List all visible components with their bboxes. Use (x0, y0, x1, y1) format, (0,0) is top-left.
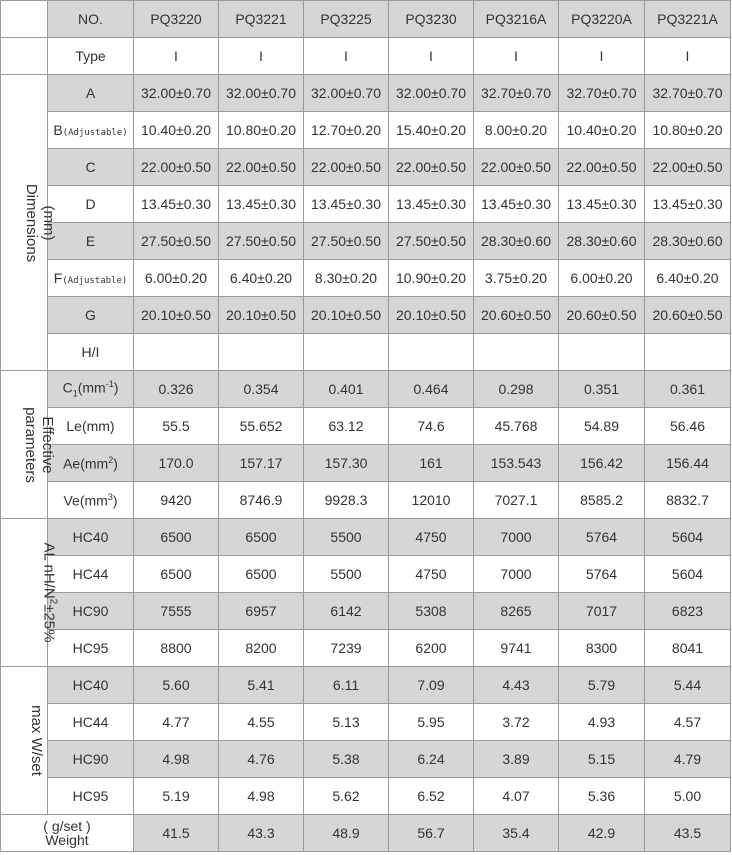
model-name: PQ3216A (474, 1, 559, 38)
effective-label: $C_1(mm^{-1})$ (48, 371, 134, 408)
maxw-value: 5.95 (389, 704, 474, 741)
effective-label: $Ve(mm^3)$ (48, 482, 134, 519)
dimension-value (389, 334, 474, 371)
dimension-value: 20.60±0.50 (559, 297, 645, 334)
effective-value: 0.361 (645, 371, 731, 408)
weight-label: ( g/set ) Weight (1, 815, 134, 852)
maxw-row-hc40 (1, 667, 731, 704)
maxw-label: HC44 (48, 704, 134, 741)
maxw-value: 4.07 (474, 778, 559, 815)
dimension-value: 32.00±0.70 (304, 75, 389, 112)
dimension-row-b (1, 112, 731, 149)
effective-value: 8746.9 (219, 482, 304, 519)
dimension-value: 28.30±0.60 (559, 223, 645, 260)
al-group-label: AL $nH/N^2\pm 25\%$ (1, 519, 48, 667)
weight-value: 35.4 (474, 815, 559, 852)
dimension-value: 32.00±0.70 (134, 75, 219, 112)
effective-row-ae (1, 445, 731, 482)
dimension-value: 20.10±0.50 (219, 297, 304, 334)
no-label: NO. (48, 1, 134, 38)
maxw-value: 3.89 (474, 741, 559, 778)
effective-value: 12010 (389, 482, 474, 519)
type-row (1, 38, 731, 75)
al-row-hc40 (1, 519, 731, 556)
weight-value: 43.5 (645, 815, 731, 852)
dimension-value: 13.45±0.30 (134, 186, 219, 223)
dimension-value: 20.60±0.50 (474, 297, 559, 334)
al-value: 9741 (474, 630, 559, 667)
dimension-value: 28.30±0.60 (474, 223, 559, 260)
type-value: I (474, 38, 559, 75)
al-value: 6500 (219, 556, 304, 593)
dimensions-group-label (1, 75, 58, 371)
al-value: 6500 (219, 519, 304, 556)
maxw-value: 3.72 (474, 704, 559, 741)
dimension-value: 32.70±0.70 (474, 75, 559, 112)
weight-value: 43.3 (219, 815, 304, 852)
dimension-label: A (48, 75, 134, 112)
dimension-value: 12.70±0.20 (304, 112, 389, 149)
dimension-row-c (1, 149, 731, 186)
dimension-value: 32.70±0.70 (559, 75, 645, 112)
maxw-value: 4.98 (219, 778, 304, 815)
model-name: PQ3225 (304, 1, 389, 38)
al-value: 7000 (474, 519, 559, 556)
header-row (1, 1, 731, 38)
effective-value: 74.6 (389, 408, 474, 445)
dimension-row-g (1, 297, 731, 334)
maxw-value: 4.93 (559, 704, 645, 741)
dimension-value (559, 334, 645, 371)
type-label: Type (48, 38, 134, 75)
al-value: 5500 (304, 519, 389, 556)
dimension-row-a (1, 75, 731, 112)
effective-value: 0.326 (134, 371, 219, 408)
maxw-value: 5.44 (645, 667, 731, 704)
maxw-value: 4.57 (645, 704, 731, 741)
maxw-row-hc95 (1, 778, 731, 815)
dimension-label: E (48, 223, 134, 260)
dimension-label: F(Adjustable) (48, 260, 134, 297)
header-corner (1, 1, 48, 38)
maxw-value: 5.62 (304, 778, 389, 815)
model-name: PQ3221A (645, 1, 731, 38)
al-label: HC95 (48, 630, 134, 667)
dimension-value: 13.45±0.30 (559, 186, 645, 223)
al-value: 7000 (474, 556, 559, 593)
al-value: 4750 (389, 519, 474, 556)
model-name: PQ3221 (219, 1, 304, 38)
al-value: 6142 (304, 593, 389, 630)
al-value: 8300 (559, 630, 645, 667)
al-value: 5764 (559, 556, 645, 593)
al-value: 6500 (134, 556, 219, 593)
maxw-value: 4.77 (134, 704, 219, 741)
dimension-value: 10.40±0.20 (134, 112, 219, 149)
dimension-value: 32.00±0.70 (219, 75, 304, 112)
effective-row-ve (1, 482, 731, 519)
al-value: 7017 (559, 593, 645, 630)
al-row-hc95 (1, 630, 731, 667)
effective-value: 45.768 (474, 408, 559, 445)
dimension-value (645, 334, 731, 371)
effective-value: 63.12 (304, 408, 389, 445)
al-row-hc90 (1, 593, 731, 630)
model-name: PQ3220A (559, 1, 645, 38)
dimension-value: 10.40±0.20 (559, 112, 645, 149)
effective-value: 7027.1 (474, 482, 559, 519)
effective-value: 0.298 (474, 371, 559, 408)
effective-label: $Ae(mm^2)$ (48, 445, 134, 482)
maxw-value: 5.38 (304, 741, 389, 778)
effective-value: 0.351 (559, 371, 645, 408)
dimension-value: 22.00±0.50 (474, 149, 559, 186)
adjustable-note: (Adjustable) (62, 128, 128, 138)
effective-value: 55.5 (134, 408, 219, 445)
effective-label: Le(mm) (48, 408, 134, 445)
dimension-label: D (48, 186, 134, 223)
dimension-value: 13.45±0.30 (389, 186, 474, 223)
dimension-label: B(Adjustable) (48, 112, 134, 149)
effective-value: 56.46 (645, 408, 731, 445)
effective-value: 0.464 (389, 371, 474, 408)
maxw-value: 5.79 (559, 667, 645, 704)
effective-value: 8585.2 (559, 482, 645, 519)
dimension-value: 27.50±0.50 (219, 223, 304, 260)
al-value: 5500 (304, 556, 389, 593)
dimension-value: 27.50±0.50 (304, 223, 389, 260)
dimension-label: H/I (48, 334, 134, 371)
effective-row-le (1, 408, 731, 445)
al-value: 4750 (389, 556, 474, 593)
dimension-value: 13.45±0.30 (304, 186, 389, 223)
dimension-value: 6.00±0.20 (559, 260, 645, 297)
maxw-value: 5.36 (559, 778, 645, 815)
dimension-value (304, 334, 389, 371)
dimension-value: 15.40±0.20 (389, 112, 474, 149)
effective-row-c1 (1, 371, 731, 408)
dimension-row-hi (1, 334, 731, 371)
dimension-value: 10.90±0.20 (389, 260, 474, 297)
maxw-value: 5.60 (134, 667, 219, 704)
dimension-value: 6.40±0.20 (645, 260, 731, 297)
weight-value: 42.9 (559, 815, 645, 852)
type-value: I (134, 38, 219, 75)
al-value: 7239 (304, 630, 389, 667)
maxw-value: 4.43 (474, 667, 559, 704)
effective-value: 54.89 (559, 408, 645, 445)
effective-title-2: parameters (21, 406, 39, 483)
dimension-value: 32.00±0.70 (389, 75, 474, 112)
effective-value: 0.354 (219, 371, 304, 408)
dimension-value (474, 334, 559, 371)
adjustable-note: (Adjustable) (62, 276, 128, 286)
type-value: I (304, 38, 389, 75)
maxw-value: 5.00 (645, 778, 731, 815)
type-value: I (645, 38, 731, 75)
al-value: 8041 (645, 630, 731, 667)
dimension-value: 22.00±0.50 (134, 149, 219, 186)
maxw-value: 6.24 (389, 741, 474, 778)
dimension-value: 6.40±0.20 (219, 260, 304, 297)
dimension-value: 20.10±0.50 (389, 297, 474, 334)
effective-value: 156.42 (559, 445, 645, 482)
dimension-value: 20.10±0.50 (134, 297, 219, 334)
dimension-value: 13.45±0.30 (645, 186, 731, 223)
dimension-value (219, 334, 304, 371)
al-value: 6500 (134, 519, 219, 556)
dimension-value: 22.00±0.50 (219, 149, 304, 186)
al-value: 6823 (645, 593, 731, 630)
maxw-label: HC95 (48, 778, 134, 815)
maxw-value: 7.09 (389, 667, 474, 704)
effective-title-1: Effective (38, 415, 56, 474)
maxw-row-hc44 (1, 704, 731, 741)
dimensions-unit: (mm) (40, 205, 58, 240)
dimension-label: G (48, 297, 134, 334)
maxw-value: 4.98 (134, 741, 219, 778)
maxw-row-hc90 (1, 741, 731, 778)
dimension-value: 13.45±0.30 (219, 186, 304, 223)
al-value: 5604 (645, 519, 731, 556)
weight-row (1, 815, 731, 852)
al-value: 8200 (219, 630, 304, 667)
maxw-value: 5.13 (304, 704, 389, 741)
dimension-value: 22.00±0.50 (645, 149, 731, 186)
dimension-label: C (48, 149, 134, 186)
maxw-group-label: max W/set (1, 667, 48, 815)
al-label: HC40 (48, 519, 134, 556)
type-value: I (389, 38, 474, 75)
dimension-value: 22.00±0.50 (389, 149, 474, 186)
dimension-value: 20.60±0.50 (645, 297, 731, 334)
maxw-value: 5.19 (134, 778, 219, 815)
weight-value: 48.9 (304, 815, 389, 852)
al-label: HC44 (48, 556, 134, 593)
dimension-row-e (1, 223, 731, 260)
maxw-value: 4.79 (645, 741, 731, 778)
dimensions-title: Dimensions (23, 183, 41, 262)
al-label: HC90 (48, 593, 134, 630)
al-row-hc44 (1, 556, 731, 593)
maxw-value: 4.55 (219, 704, 304, 741)
dimension-value: 22.00±0.50 (559, 149, 645, 186)
effective-value: 161 (389, 445, 474, 482)
type-value: I (559, 38, 645, 75)
maxw-value: 5.15 (559, 741, 645, 778)
dimension-value: 27.50±0.50 (389, 223, 474, 260)
type-group-cell (1, 38, 48, 75)
effective-value: 170.0 (134, 445, 219, 482)
effective-group-label (1, 371, 56, 519)
dimension-value: 8.30±0.20 (304, 260, 389, 297)
dimension-value: 3.75±0.20 (474, 260, 559, 297)
effective-value: 9420 (134, 482, 219, 519)
effective-value: 153.543 (474, 445, 559, 482)
dimension-value: 10.80±0.20 (219, 112, 304, 149)
effective-value: 55.652 (219, 408, 304, 445)
dimension-value: 8.00±0.20 (474, 112, 559, 149)
dimension-value: 28.30±0.60 (645, 223, 731, 260)
al-value: 5308 (389, 593, 474, 630)
maxw-value: 6.52 (389, 778, 474, 815)
effective-value: 157.17 (219, 445, 304, 482)
dimension-value: 32.70±0.70 (645, 75, 731, 112)
al-value: 6957 (219, 593, 304, 630)
dimension-row-d (1, 186, 731, 223)
effective-value: 8832.7 (645, 482, 731, 519)
maxw-label: HC40 (48, 667, 134, 704)
type-value: I (219, 38, 304, 75)
weight-value: 41.5 (134, 815, 219, 852)
effective-value: 9928.3 (304, 482, 389, 519)
al-value: 8265 (474, 593, 559, 630)
dimension-value: 20.10±0.50 (304, 297, 389, 334)
weight-value: 56.7 (389, 815, 474, 852)
dimension-value: 22.00±0.50 (304, 149, 389, 186)
dimension-value: 27.50±0.50 (134, 223, 219, 260)
dimension-row-f (1, 260, 731, 297)
dimension-value (134, 334, 219, 371)
dimension-value: 10.80±0.20 (645, 112, 731, 149)
al-value: 7555 (134, 593, 219, 630)
model-name: PQ3220 (134, 1, 219, 38)
model-name: PQ3230 (389, 1, 474, 38)
dimension-value: 13.45±0.30 (474, 186, 559, 223)
effective-value: 156.44 (645, 445, 731, 482)
effective-value: 157.30 (304, 445, 389, 482)
maxw-value: 4.76 (219, 741, 304, 778)
al-value: 5604 (645, 556, 731, 593)
dimension-value: 6.00±0.20 (134, 260, 219, 297)
maxw-value: 5.41 (219, 667, 304, 704)
al-value: 6200 (389, 630, 474, 667)
maxw-label: HC90 (48, 741, 134, 778)
effective-value: 0.401 (304, 371, 389, 408)
al-value: 5764 (559, 519, 645, 556)
al-value: 8800 (134, 630, 219, 667)
maxw-value: 6.11 (304, 667, 389, 704)
